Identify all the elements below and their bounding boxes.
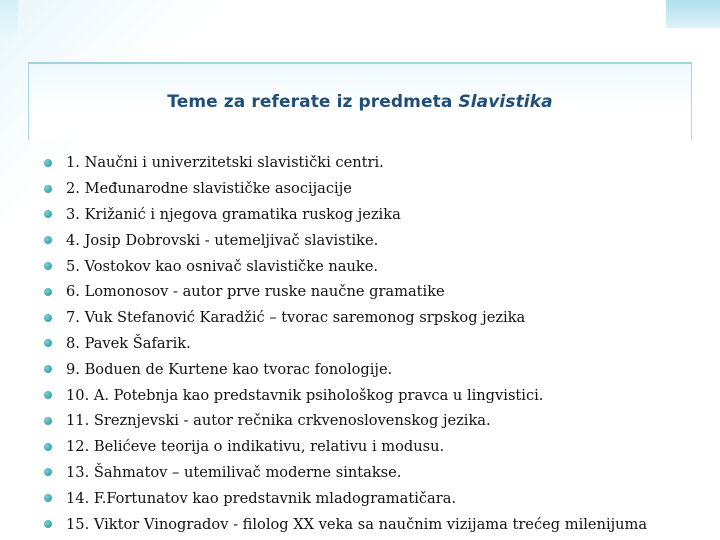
circle-bullet-icon bbox=[44, 185, 52, 193]
circle-bullet-icon bbox=[44, 494, 52, 502]
topic-text: 15. Viktor Vinogradov - filolog XX veka sa naučnim vizijama trećeg milenijuma bbox=[66, 515, 648, 533]
list-item bbox=[44, 408, 704, 434]
topic-text: 5. Vostokov kao osnivač slavističke nauke. bbox=[66, 257, 378, 275]
topic-text: 6. Lomonosov - autor prve ruske naučne gramatike bbox=[66, 283, 445, 301]
topic-list bbox=[44, 150, 704, 537]
circle-bullet-icon bbox=[44, 443, 52, 451]
slide-title bbox=[0, 92, 720, 112]
list-item bbox=[44, 356, 704, 382]
list-item bbox=[44, 511, 704, 537]
circle-bullet-icon bbox=[44, 288, 52, 296]
circle-bullet-icon bbox=[44, 159, 52, 167]
topic-text: 12. Belićeve teorija o indikativu, relativu i modusu. bbox=[66, 438, 445, 456]
list-item bbox=[44, 227, 704, 253]
topic-text: 14. F.Fortunatov kao predstavnik mladogramatičara. bbox=[66, 489, 457, 507]
circle-bullet-icon bbox=[44, 365, 52, 373]
topic-text: 11. Sreznjevski - autor rečnika crkvenoslovenskog jezika. bbox=[66, 412, 491, 430]
topic-text: 9. Boduen de Kurtene kao tvorac fonologije. bbox=[66, 360, 393, 378]
title-main: Teme za referate iz predmeta bbox=[167, 92, 453, 112]
circle-bullet-icon bbox=[44, 339, 52, 347]
list-item bbox=[44, 460, 704, 486]
circle-bullet-icon bbox=[44, 417, 52, 425]
circle-bullet-icon bbox=[44, 314, 52, 322]
title-subject: Slavistika bbox=[458, 92, 553, 112]
list-item bbox=[44, 176, 704, 202]
list-item bbox=[44, 485, 704, 511]
list-item bbox=[44, 331, 704, 357]
circle-bullet-icon bbox=[44, 391, 52, 399]
list-item bbox=[44, 202, 704, 228]
list-item bbox=[44, 150, 704, 176]
topic-text: 7. Vuk Stefanović Karadžić – tvorac saremonog srpskog jezika bbox=[66, 309, 526, 327]
topic-text: 2. Međunarodne slavističke asocijacije bbox=[66, 180, 352, 198]
circle-bullet-icon bbox=[44, 262, 52, 270]
circle-bullet-icon bbox=[44, 236, 52, 244]
topic-text: 3. Križanić i njegova gramatika ruskog jezika bbox=[66, 205, 401, 223]
topic-text: 4. Josip Dobrovski - utemeljivač slavistike. bbox=[66, 231, 379, 249]
topic-text: 10. A. Potebnja kao predstavnik psihološkog pravca u lingvistici. bbox=[66, 386, 544, 404]
list-item bbox=[44, 279, 704, 305]
circle-bullet-icon bbox=[44, 210, 52, 218]
corner-decoration bbox=[666, 0, 720, 28]
topic-text: 13. Šahmatov – utemilivač moderne sintakse. bbox=[66, 463, 402, 481]
list-item bbox=[44, 382, 704, 408]
topic-text: 8. Pavek Šafarik. bbox=[66, 334, 191, 352]
circle-bullet-icon bbox=[44, 520, 52, 528]
corner-decoration-left bbox=[0, 0, 18, 40]
list-item bbox=[44, 253, 704, 279]
list-item bbox=[44, 434, 704, 460]
circle-bullet-icon bbox=[44, 468, 52, 476]
list-item bbox=[44, 305, 704, 331]
topic-text: 1. Naučni i univerzitetski slavistički centri. bbox=[66, 154, 384, 172]
